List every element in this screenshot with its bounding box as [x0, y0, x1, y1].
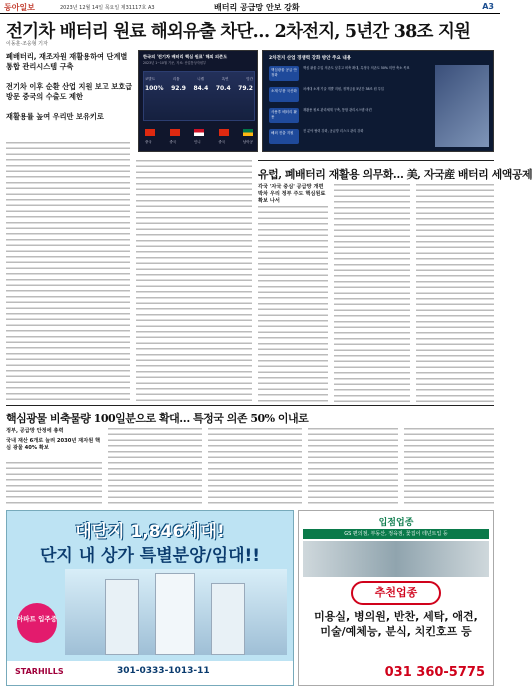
ad-phone: 301-0333-1013-11 — [117, 666, 210, 676]
main-headline: 전기차 배터리 원료 해외유출 차단… 2차전지, 5년간 38조 지원 — [6, 22, 471, 42]
policy-text: 차세대 소재 기술 개발 지원, 정책금융 5년간 38조 원 투입 — [303, 87, 384, 91]
ad2-list: 미용실, 병의원, 반찬, 세탁, 애견, 미술/예체능, 분식, 치킨호프 등 — [314, 610, 478, 638]
body-text-col-1 — [6, 142, 130, 404]
ad-building-photo — [65, 569, 287, 655]
second-text-col-5 — [404, 428, 494, 504]
byline: 이동훈·조응형 기자 — [6, 41, 48, 47]
second-headline: 핵심광물 비축물량 100일분으로 확대… 특정국 의존 50% 이내로 — [6, 412, 309, 425]
ad2-shop-photo — [303, 541, 489, 577]
china-flag-icon — [219, 129, 229, 136]
country-3: 중국 — [218, 140, 226, 144]
figure-caption: 한국의 '전기차 배터리 핵심 원료' 해외 의존도 — [143, 54, 228, 59]
advertisement-apartment — [6, 510, 294, 686]
issue-date: 2023년 12월 14일 목요일 제31117호 A3 — [60, 5, 155, 11]
country-row — [145, 140, 253, 145]
dependency-figure — [138, 50, 258, 152]
label-2: 니켈 — [197, 77, 205, 81]
building-tower — [155, 573, 195, 655]
policy-figure-title: 2차전지 산업 경쟁력 강화 방안 주요 내용 — [269, 56, 352, 61]
china-flag-icon — [170, 129, 180, 136]
policy-figure — [262, 50, 494, 152]
ad2-header: 입점업종 — [378, 518, 414, 528]
building-tower — [105, 579, 139, 655]
value-0: 100% — [145, 85, 164, 92]
building-tower — [211, 583, 245, 655]
flag-row — [145, 129, 253, 136]
ad-badge: 아파트 입주중 — [17, 603, 57, 643]
figure-subcaption: 2023년 1~10월 기준, 자료: 산업통상자원부 — [143, 61, 207, 65]
country-1: 중국 — [169, 140, 177, 144]
right-text-col-3 — [416, 184, 494, 404]
second-text-col-4 — [308, 428, 398, 504]
page-number: A3 — [482, 2, 494, 11]
battery-photo — [435, 65, 489, 147]
ad-brand: STARHILLS — [15, 667, 64, 676]
ad-headline-bottom: 단지 내 상가 특별분양/임대!! — [39, 546, 261, 566]
indonesia-flag-icon — [194, 129, 204, 136]
masthead — [0, 0, 500, 14]
policy-tag: 사용후 배터리 활용 — [269, 108, 299, 123]
advertisement-tenants — [298, 510, 494, 686]
policy-text: 전 분야 협력 강화, 공급망 리스크 관리 강화 — [303, 129, 364, 133]
china-flag-icon — [145, 129, 155, 136]
subhead-2: 전기차 이후 순환 산업 지원 보고 보호급 방문 중국의 수출도 제한 — [6, 82, 133, 101]
policy-tag: 핵심광물 공급 안정화 — [269, 66, 299, 81]
policy-text: 핵심 광물 수입 의존도 낮추고 비축 확대, 특정국 의존도 50% 미만 축소 목표 — [303, 66, 410, 70]
right-subhead: 각국 '자국 중심' 공급망 개편 박차 우리 정부 주도 핵심원료 확보 나서 — [258, 184, 326, 204]
divider — [258, 160, 494, 161]
south-africa-flag-icon — [243, 129, 253, 136]
second-text-col-3 — [208, 428, 302, 504]
value-1: 92.9 — [171, 85, 186, 92]
country-4: 남아공 — [242, 140, 253, 144]
label-4: 망간 — [246, 77, 253, 81]
ad-headline-top: 대단지 1,846세대! — [75, 522, 225, 542]
second-subhead-1: 정부, 공급망 안정에 총력 — [6, 428, 64, 434]
second-subhead-2: 국내 재산 6개로 늘려 2030년 재자원 핵심 광물 40% 확보 — [6, 438, 101, 451]
right-headline: 유럽, 폐배터리 재활용 의무화… 美, 자국産 배터리 세액공제 — [258, 168, 532, 181]
second-text-col-2 — [108, 428, 202, 504]
subhead-3: 재활용률 높여 우리만 보유키로 — [6, 112, 104, 121]
policy-tag: 소재·부품 국산화 — [269, 87, 299, 102]
ad2-sub: GS 편의점, 부동산, 정육점, 꽃집이 테넌트입 등 — [303, 529, 489, 539]
subhead-1: 폐배터리, 재조자원 재활용하여 단계별 통합 관리시스템 구축 — [6, 52, 128, 71]
label-row — [145, 77, 253, 82]
right-text-col-1 — [258, 206, 328, 404]
ad-footer — [7, 661, 293, 685]
ad2-phone: 031 360-5775 — [299, 665, 493, 685]
ad2-title: 추천업종 — [351, 581, 441, 605]
right-text-col-2 — [334, 184, 410, 404]
country-0: 중국 — [145, 140, 152, 144]
policy-tag: 해외 진출 지원 — [269, 129, 299, 144]
body-text-col-2 — [136, 160, 252, 404]
label-3: 흑연 — [221, 77, 229, 81]
second-text-col-1 — [6, 462, 102, 504]
label-1: 리튬 — [172, 77, 180, 81]
value-2: 84.4 — [193, 85, 209, 92]
value-row — [145, 85, 253, 92]
country-2: 인니 — [193, 140, 201, 144]
divider — [6, 405, 494, 406]
value-4: 79.2 — [238, 85, 253, 92]
policy-text: 재활용 원료 관리체계 구축, 통합 관리시스템 마련 — [303, 108, 372, 112]
value-3: 70.4 — [215, 85, 231, 92]
newspaper-logo: 동아일보 — [4, 3, 35, 12]
section-title: 배터리 공급망 안보 강화 — [214, 3, 300, 12]
label-0: 코발트 — [145, 77, 156, 81]
